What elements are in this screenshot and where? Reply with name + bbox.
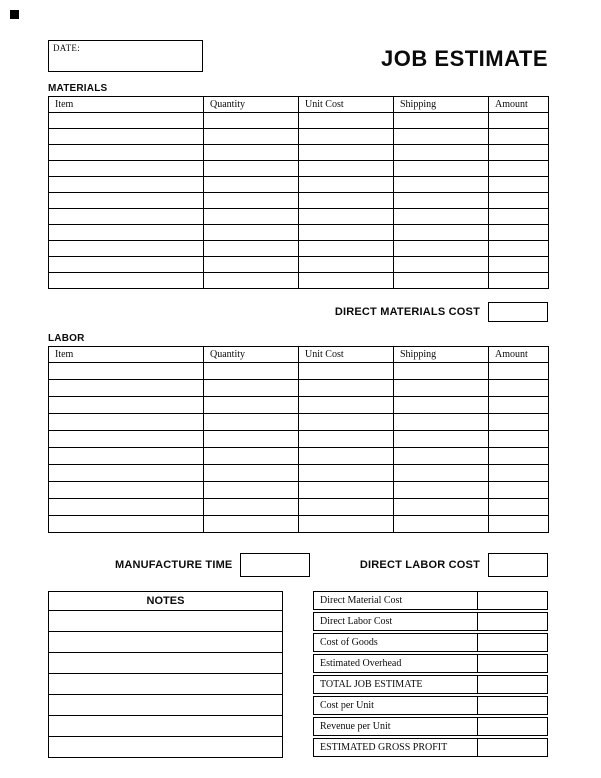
table-cell[interactable]: [394, 516, 489, 533]
table-cell[interactable]: [394, 177, 489, 193]
table-cell[interactable]: [49, 465, 204, 482]
summary-label: Estimated Overhead: [313, 654, 478, 673]
table-cell[interactable]: [489, 431, 549, 448]
table-cell[interactable]: [204, 193, 299, 209]
notes-row[interactable]: [48, 695, 283, 716]
form-header: [48, 40, 548, 72]
summary-row-estimated-gross-profit: [313, 738, 548, 757]
table-cell[interactable]: [394, 225, 489, 241]
table-cell[interactable]: [49, 482, 204, 499]
notes-section-label: NOTES: [48, 591, 283, 611]
date-field[interactable]: [48, 40, 203, 72]
materials-header-row: [49, 97, 549, 113]
table-row: [49, 193, 549, 209]
table-cell[interactable]: [394, 193, 489, 209]
summary-label: TOTAL JOB ESTIMATE: [313, 675, 478, 694]
labor-table: [48, 346, 549, 533]
table-cell[interactable]: [299, 414, 394, 431]
table-cell[interactable]: [49, 499, 204, 516]
table-cell[interactable]: [204, 499, 299, 516]
table-cell[interactable]: [204, 414, 299, 431]
table-cell[interactable]: [49, 225, 204, 241]
table-cell[interactable]: [299, 516, 394, 533]
table-cell[interactable]: [204, 448, 299, 465]
summary-value-field[interactable]: [478, 591, 548, 610]
table-row: [49, 241, 549, 257]
table-cell[interactable]: [394, 448, 489, 465]
table-cell[interactable]: [299, 380, 394, 397]
table-cell[interactable]: [204, 482, 299, 499]
table-cell[interactable]: [299, 431, 394, 448]
table-row: [49, 225, 549, 241]
table-cell[interactable]: [49, 448, 204, 465]
table-cell[interactable]: [394, 363, 489, 380]
table-cell[interactable]: [49, 241, 204, 257]
summary-label: Cost of Goods: [313, 633, 478, 652]
table-cell[interactable]: [489, 363, 549, 380]
table-row: [49, 177, 549, 193]
summary-row-direct-labor-cost: [313, 612, 548, 631]
summary-value-field[interactable]: [478, 654, 548, 673]
table-cell[interactable]: [489, 499, 549, 516]
table-cell[interactable]: [489, 516, 549, 533]
summary-label: Cost per Unit: [313, 696, 478, 715]
summary-value-field[interactable]: [478, 738, 548, 757]
table-row: [49, 273, 549, 289]
table-cell[interactable]: [49, 257, 204, 273]
table-cell[interactable]: [49, 113, 204, 129]
table-row: [49, 363, 549, 380]
column-header-amount: Amount: [489, 97, 549, 113]
table-cell[interactable]: [204, 363, 299, 380]
table-row: [49, 397, 549, 414]
table-cell[interactable]: [489, 397, 549, 414]
table-cell[interactable]: [489, 177, 549, 193]
table-cell[interactable]: [299, 145, 394, 161]
table-cell[interactable]: [489, 448, 549, 465]
table-cell[interactable]: [49, 161, 204, 177]
table-cell[interactable]: [204, 113, 299, 129]
column-header-shipping: Shipping: [394, 347, 489, 363]
labor-totals-row: [48, 553, 548, 577]
table-cell[interactable]: [204, 225, 299, 241]
summary-value-field[interactable]: [478, 612, 548, 631]
table-cell[interactable]: [394, 431, 489, 448]
table-cell[interactable]: [299, 499, 394, 516]
summary-row-cost-of-goods: [313, 633, 548, 652]
table-row: [49, 499, 549, 516]
bottom-section: [48, 591, 548, 759]
column-header-quantity: Quantity: [204, 97, 299, 113]
manufacture-time-field[interactable]: [240, 553, 310, 577]
table-cell[interactable]: [394, 241, 489, 257]
summary-row-estimated-overhead: [313, 654, 548, 673]
page-title: JOB ESTIMATE: [381, 46, 548, 71]
date-label: DATE:: [53, 43, 80, 53]
table-cell[interactable]: [204, 129, 299, 145]
notes-row[interactable]: [48, 716, 283, 737]
summary-label: ESTIMATED GROSS PROFIT: [313, 738, 478, 757]
summary-value-field[interactable]: [478, 675, 548, 694]
table-cell[interactable]: [299, 193, 394, 209]
table-cell[interactable]: [489, 209, 549, 225]
table-cell[interactable]: [489, 273, 549, 289]
table-cell[interactable]: [204, 273, 299, 289]
summary-row-cost-per-unit: [313, 696, 548, 715]
table-cell[interactable]: [299, 177, 394, 193]
table-cell[interactable]: [299, 129, 394, 145]
table-cell[interactable]: [489, 257, 549, 273]
column-header-unit-cost: Unit Cost: [299, 97, 394, 113]
column-header-shipping: Shipping: [394, 97, 489, 113]
direct-materials-cost-field[interactable]: [488, 302, 548, 322]
table-cell[interactable]: [489, 241, 549, 257]
table-cell[interactable]: [394, 397, 489, 414]
notes-row[interactable]: [48, 737, 283, 758]
table-row: [49, 129, 549, 145]
labor-header-row: [49, 347, 549, 363]
notes-row[interactable]: [48, 632, 283, 653]
table-cell[interactable]: [489, 465, 549, 482]
materials-section-label: MATERIALS: [48, 83, 108, 94]
table-cell[interactable]: [204, 257, 299, 273]
table-cell[interactable]: [394, 209, 489, 225]
table-row: [49, 380, 549, 397]
table-cell[interactable]: [49, 516, 204, 533]
table-cell[interactable]: [299, 465, 394, 482]
table-row: [49, 482, 549, 499]
table-cell[interactable]: [204, 397, 299, 414]
table-cell[interactable]: [204, 161, 299, 177]
direct-labor-cost-label: DIRECT LABOR COST: [359, 559, 480, 571]
table-cell[interactable]: [49, 397, 204, 414]
table-cell[interactable]: [299, 225, 394, 241]
notes-row[interactable]: [48, 674, 283, 695]
table-cell[interactable]: [204, 177, 299, 193]
materials-table: [48, 96, 549, 289]
table-cell[interactable]: [49, 129, 204, 145]
table-cell[interactable]: [204, 209, 299, 225]
column-header-item: Item: [49, 347, 204, 363]
table-cell[interactable]: [394, 273, 489, 289]
direct-materials-cost-label: DIRECT MATERIALS COST: [334, 306, 480, 318]
table-cell[interactable]: [299, 257, 394, 273]
table-cell[interactable]: [394, 482, 489, 499]
table-cell[interactable]: [49, 145, 204, 161]
table-cell[interactable]: [49, 273, 204, 289]
table-cell[interactable]: [299, 209, 394, 225]
table-cell[interactable]: [394, 414, 489, 431]
summary-value-field[interactable]: [478, 717, 548, 736]
table-row: [49, 414, 549, 431]
table-row: [49, 516, 549, 533]
table-cell[interactable]: [394, 499, 489, 516]
table-cell[interactable]: [299, 397, 394, 414]
table-cell[interactable]: [49, 193, 204, 209]
summary-label: Direct Labor Cost: [313, 612, 478, 631]
table-cell[interactable]: [299, 241, 394, 257]
table-cell[interactable]: [489, 380, 549, 397]
direct-labor-cost-field[interactable]: [488, 553, 548, 577]
table-cell[interactable]: [489, 145, 549, 161]
table-cell[interactable]: [299, 273, 394, 289]
notes-row[interactable]: [48, 653, 283, 674]
notes-row[interactable]: [48, 611, 283, 632]
notes-section: [48, 591, 283, 759]
table-cell[interactable]: [394, 257, 489, 273]
table-cell[interactable]: [49, 431, 204, 448]
table-cell[interactable]: [394, 129, 489, 145]
table-row: [49, 465, 549, 482]
table-row: [49, 209, 549, 225]
table-cell[interactable]: [299, 161, 394, 177]
table-row: [49, 113, 549, 129]
table-cell[interactable]: [204, 431, 299, 448]
table-cell[interactable]: [204, 516, 299, 533]
table-cell[interactable]: [394, 161, 489, 177]
table-cell[interactable]: [489, 414, 549, 431]
table-row: [49, 448, 549, 465]
summary-label: Direct Material Cost: [313, 591, 478, 610]
table-cell[interactable]: [299, 363, 394, 380]
summary-value-field[interactable]: [478, 633, 548, 652]
scan-corner-mark: [10, 10, 19, 19]
table-cell[interactable]: [204, 465, 299, 482]
table-cell[interactable]: [489, 129, 549, 145]
manufacture-time-label: MANUFACTURE TIME: [115, 559, 233, 571]
column-header-unit-cost: Unit Cost: [299, 347, 394, 363]
summary-label: Revenue per Unit: [313, 717, 478, 736]
direct-materials-cost-row: [48, 302, 548, 322]
table-row: [49, 161, 549, 177]
table-cell[interactable]: [204, 380, 299, 397]
column-header-amount: Amount: [489, 347, 549, 363]
table-row: [49, 431, 549, 448]
table-cell[interactable]: [489, 225, 549, 241]
summary-row-revenue-per-unit: [313, 717, 548, 736]
table-cell[interactable]: [204, 145, 299, 161]
table-cell[interactable]: [49, 380, 204, 397]
table-cell[interactable]: [394, 465, 489, 482]
table-row: [49, 257, 549, 273]
labor-section-label: LABOR: [48, 333, 85, 344]
table-cell[interactable]: [299, 448, 394, 465]
table-cell[interactable]: [49, 363, 204, 380]
table-cell[interactable]: [299, 113, 394, 129]
summary-row-direct-material-cost: [313, 591, 548, 610]
column-header-quantity: Quantity: [204, 347, 299, 363]
table-cell[interactable]: [204, 241, 299, 257]
table-cell[interactable]: [49, 177, 204, 193]
table-cell[interactable]: [489, 193, 549, 209]
summary-section: [313, 591, 548, 759]
table-cell[interactable]: [49, 414, 204, 431]
summary-value-field[interactable]: [478, 696, 548, 715]
table-cell[interactable]: [299, 482, 394, 499]
table-cell[interactable]: [49, 209, 204, 225]
table-cell[interactable]: [489, 161, 549, 177]
table-row: [49, 145, 549, 161]
column-header-item: Item: [49, 97, 204, 113]
table-cell[interactable]: [489, 113, 549, 129]
table-cell[interactable]: [394, 145, 489, 161]
table-cell[interactable]: [394, 380, 489, 397]
table-cell[interactable]: [489, 482, 549, 499]
summary-row-total-job-estimate: [313, 675, 548, 694]
table-cell[interactable]: [394, 113, 489, 129]
